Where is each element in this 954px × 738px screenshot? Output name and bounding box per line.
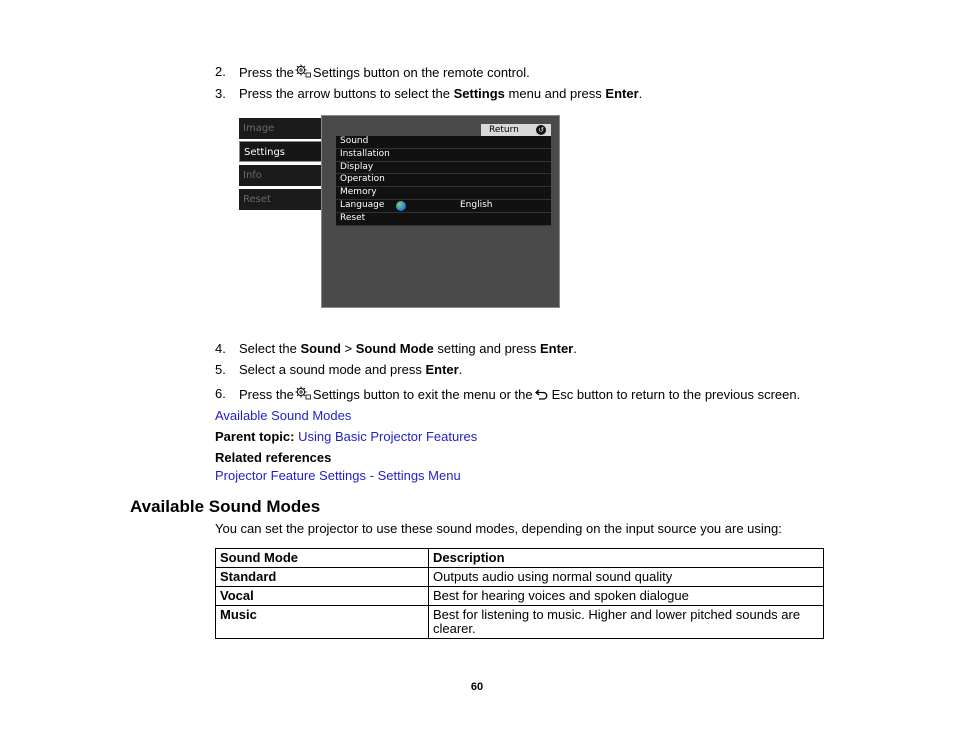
related-references-heading: Related references — [215, 450, 332, 465]
page-number: 60 — [470, 681, 484, 693]
sound-modes-table — [215, 548, 824, 639]
menu-option-memory: Memory — [336, 187, 551, 200]
table-cell-mode: Music — [216, 606, 429, 639]
return-icon: ↺ — [536, 125, 546, 135]
table-cell-description: Outputs audio using normal sound quality — [429, 568, 824, 587]
step-number: 5. — [215, 362, 226, 377]
menu-option-display: Display — [336, 162, 551, 175]
menu-option-operation: Operation — [336, 174, 551, 187]
return-button: Return ↺ — [481, 124, 551, 136]
step-text: Press the Settings button on the remote control. — [239, 65, 530, 80]
menu-option-language: Language English — [336, 200, 551, 213]
table-header-cell: Description — [429, 549, 824, 568]
section-intro: You can set the projector to use these sound modes, depending on the input source you are using: — [215, 521, 782, 536]
step-text: Select a sound mode and press Enter. — [239, 362, 463, 377]
menu-side-item-info: Info — [239, 165, 322, 186]
settings-gear-icon — [295, 64, 311, 78]
menu-option-reset: Reset — [336, 213, 551, 226]
step-text: Press the Settings button to exit the menu or the Esc button to return to the previous screen. — [239, 387, 801, 402]
menu-panel — [321, 115, 560, 308]
table-cell-mode: Standard — [216, 568, 429, 587]
table-header-row — [216, 549, 824, 568]
menu-option-sound: Sound — [336, 136, 551, 149]
step-text: Press the arrow buttons to select the Settings menu and press Enter. — [239, 86, 643, 101]
table-row — [216, 606, 824, 639]
table-cell-description: Best for hearing voices and spoken dialogue — [429, 587, 824, 606]
link-related-reference[interactable]: Projector Feature Settings - Settings Menu — [215, 468, 461, 483]
table-row — [216, 568, 824, 587]
table-header-cell: Sound Mode — [216, 549, 429, 568]
table-cell-description: Best for listening to music. Higher and lower pitched sounds are clearer. — [429, 606, 824, 639]
esc-return-icon — [535, 388, 549, 400]
table-row — [216, 587, 824, 606]
settings-menu-screenshot — [239, 115, 560, 308]
step-number: 6. — [215, 386, 226, 401]
section-title: Available Sound Modes — [130, 497, 321, 516]
step-number: 4. — [215, 341, 226, 356]
language-value: English — [460, 199, 493, 210]
link-parent-topic[interactable]: Using Basic Projector Features — [298, 429, 478, 444]
menu-option-installation: Installation — [336, 149, 551, 162]
menu-side-item-image: Image — [239, 118, 322, 139]
menu-side-item-settings: Settings — [239, 141, 328, 162]
globe-icon — [396, 201, 406, 211]
settings-gear-icon — [295, 386, 311, 400]
menu-side-item-reset: Reset — [239, 189, 322, 210]
link-available-sound-modes[interactable]: Available Sound Modes — [215, 408, 352, 423]
table-cell-mode: Vocal — [216, 587, 429, 606]
step-text: Select the Sound > Sound Mode setting and press Enter. — [239, 341, 577, 356]
step-number: 2. — [215, 64, 226, 79]
step-number: 3. — [215, 86, 226, 101]
parent-topic: Parent topic: Using Basic Projector Features — [215, 429, 478, 444]
menu-option-list — [336, 136, 551, 226]
